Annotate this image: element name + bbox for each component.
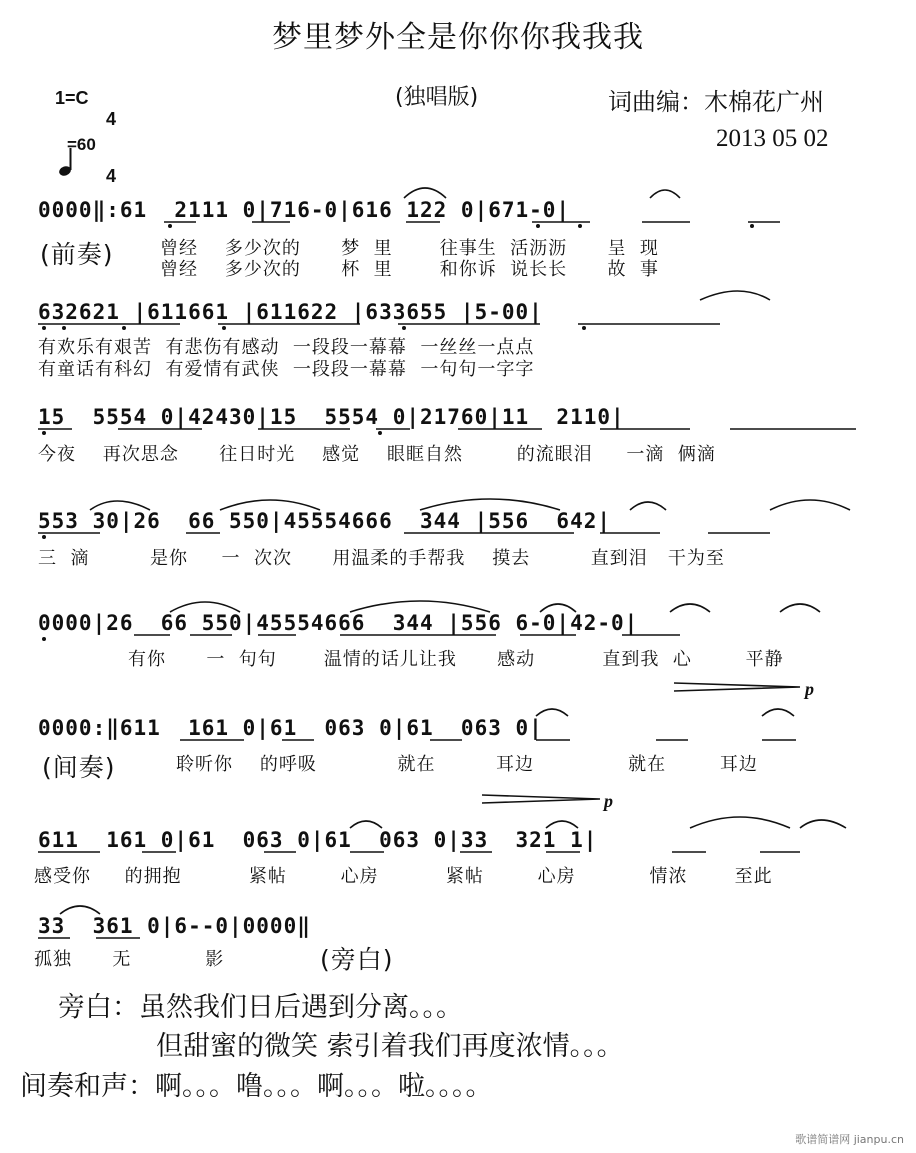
dynamic-piano-1: p bbox=[805, 679, 814, 699]
narration-line-2: 但甜蜜的微笑 索引着我们再度浓情。。。 bbox=[156, 1031, 624, 1062]
aside-label: (旁白) bbox=[320, 945, 394, 974]
notation-row-2: 632621 |611661 |611622 |633655 |5-00| bbox=[38, 300, 543, 324]
time-signature-bottom: 4 bbox=[105, 166, 116, 186]
intro-label: (前奏) bbox=[40, 240, 114, 269]
watermark: 歌谱简谱网 jianpu.cn bbox=[795, 1133, 904, 1146]
tempo-marking: =60 bbox=[67, 135, 96, 154]
notation-row-4: 553 30|26 66 550|45554666 344 |556 642| bbox=[38, 509, 612, 533]
lyric-row-2-verse-2: 有童话有科幻 有爱情有武侠 一段段一幕幕 一句句一字字 bbox=[38, 359, 535, 380]
song-title: 梦里梦外全是你你你我我我 bbox=[272, 20, 644, 55]
notation-row-5: 0000|26 66 550|45554666 344 |556 6-0|42-0| bbox=[38, 611, 639, 635]
lyric-row-6: 聆听你 的呼吸 就在 耳边 就在 耳边 bbox=[176, 754, 758, 775]
notation-row-7: 611 161 0|61 063 0|61 063 0|33 321 1| bbox=[38, 828, 598, 852]
notation-row-1: 0000‖:61 2111 0|716-0|616 122 0|671-0| bbox=[38, 198, 571, 222]
interlude-label: (间奏) bbox=[42, 753, 116, 782]
credit-line: 词曲编：木棉花广州 bbox=[608, 88, 824, 116]
lyric-row-4: 三 滴 是你 一 次次 用温柔的手帮我 摸去 直到泪 干为至 bbox=[38, 548, 725, 569]
lyric-row-5: 有你 一 句句 温情的话儿让我 感动 直到我 心 平静 bbox=[128, 649, 784, 670]
key-signature: 1=C bbox=[55, 88, 89, 108]
date-label: 2013 05 02 bbox=[716, 125, 829, 152]
notation-row-3: 15 5554 0|42430|15 5554 0|21760|11 2110| bbox=[38, 405, 625, 429]
dynamic-piano-2: p bbox=[604, 791, 613, 811]
lyric-row-1-verse-2: 曾经 多少次的 杯 里 和你诉 说长长 故 事 bbox=[160, 259, 659, 280]
lyric-row-8: 孤独 无 影 bbox=[34, 949, 225, 970]
notation-row-8: 33 361 0|6--0|0000‖ bbox=[38, 914, 311, 938]
narration-line-1: 旁白：虽然我们日后遇到分离。。。 bbox=[58, 992, 463, 1023]
lyric-row-1-verse-1: 曾经 多少次的 梦 里 往事生 活沥沥 呈 现 bbox=[160, 238, 659, 259]
lyric-row-2-verse-1: 有欢乐有艰苦 有悲伤有感动 一段段一幕幕 一丝丝一点点 bbox=[38, 337, 535, 358]
lyric-row-7: 感受你 的拥抱 紧帖 心房 紧帖 心房 情浓 至此 bbox=[34, 866, 773, 887]
harmony-line: 间奏和声：啊。。。噜。。。啊。。。啦。。。。 bbox=[20, 1071, 493, 1102]
time-signature-top: 4 bbox=[105, 109, 116, 129]
notation-row-6: 0000:‖611 161 0|61 063 0|61 063 0| bbox=[38, 716, 543, 740]
lyric-row-3: 今夜 再次思念 往日时光 感觉 眼眶自然 的流眼泪 一滴 俩滴 bbox=[38, 444, 716, 465]
version-label: (独唱版) bbox=[395, 85, 479, 110]
